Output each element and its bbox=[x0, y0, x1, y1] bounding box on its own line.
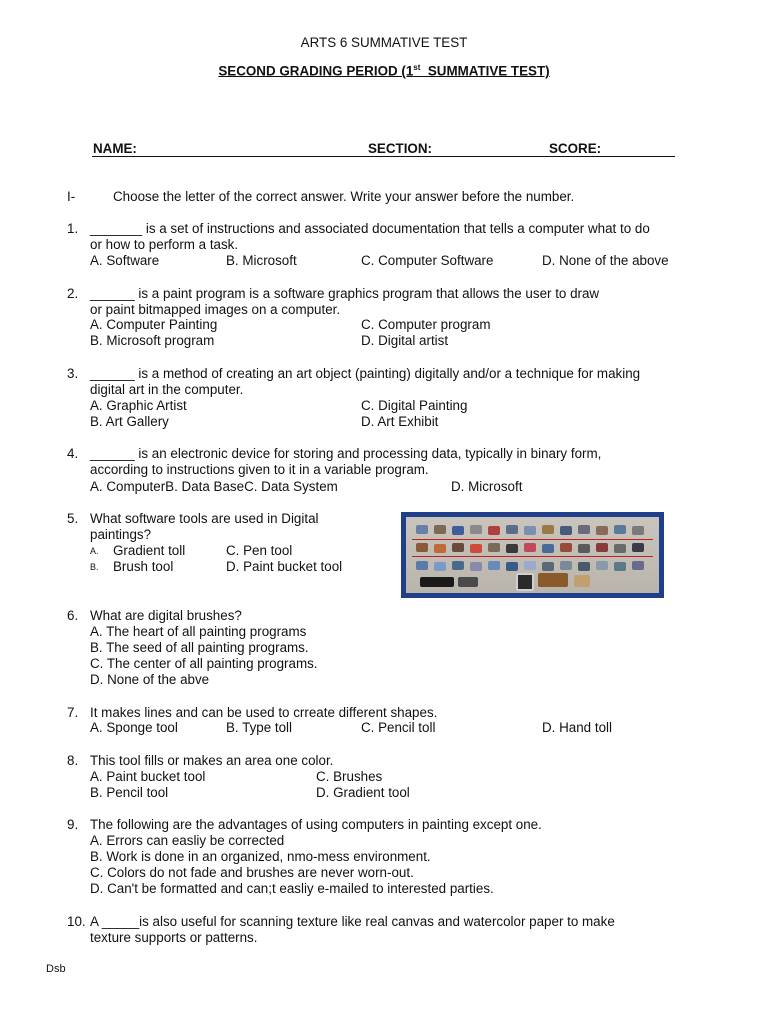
choice-d: D. Microsoft bbox=[451, 479, 523, 494]
tool-icon bbox=[560, 543, 572, 552]
score-field-label: SCORE: bbox=[549, 141, 602, 156]
choice-c: C. Colors do not fade and brushes are never worn-out. bbox=[90, 865, 414, 880]
tool-icon bbox=[452, 561, 464, 570]
tool-icon bbox=[470, 562, 482, 571]
tool-icon bbox=[578, 525, 590, 534]
tool-icon bbox=[452, 526, 464, 535]
swatch-block bbox=[458, 577, 478, 587]
tool-icon bbox=[614, 544, 626, 553]
tool-icon bbox=[506, 544, 518, 553]
page-footer: Dsb bbox=[46, 963, 66, 975]
tool-icon bbox=[506, 562, 518, 571]
choice-c: C. Computer Software bbox=[361, 253, 494, 268]
tool-icon bbox=[470, 525, 482, 534]
tool-icon bbox=[488, 543, 500, 552]
red-divider-line bbox=[412, 556, 653, 557]
question-text: or how to perform a task. bbox=[90, 237, 239, 252]
question-text: or paint bitmapped images on a computer. bbox=[90, 302, 341, 317]
swatch-block bbox=[574, 575, 590, 587]
tool-icon bbox=[632, 526, 644, 535]
question-number: 3. bbox=[67, 366, 79, 381]
question-text: What are digital brushes? bbox=[90, 608, 242, 623]
tool-icon bbox=[524, 526, 536, 535]
swatch-block bbox=[420, 577, 454, 587]
swatch-block bbox=[516, 573, 534, 591]
choice-a-letter: A. bbox=[90, 546, 99, 556]
question-text: digital art in the computer. bbox=[90, 382, 244, 397]
choice-b: B. Microsoft program bbox=[90, 333, 215, 348]
choice-c: C. Pencil toll bbox=[361, 720, 436, 735]
swatch-block bbox=[538, 573, 568, 587]
question-text: paintings? bbox=[90, 527, 152, 542]
choice-a: A. Errors can easliy be corrected bbox=[90, 833, 285, 848]
choice-d: D. Can't be formatted and can;t easliy e-mailed to interested parties. bbox=[90, 881, 494, 896]
choice-a: A. The heart of all painting programs bbox=[90, 624, 307, 639]
question-number: 10. bbox=[67, 914, 86, 929]
question-number: 6. bbox=[67, 608, 79, 623]
tool-icon bbox=[560, 526, 572, 535]
document-title: ARTS 6 SUMMATIVE TEST bbox=[300, 35, 468, 50]
tool-icon bbox=[506, 525, 518, 534]
choice-d: D. Paint bucket tool bbox=[226, 559, 343, 574]
tool-icon bbox=[596, 526, 608, 535]
tool-icon bbox=[524, 561, 536, 570]
painting-tools-photo bbox=[406, 517, 659, 593]
subtitle-end: SUMMATIVE TEST) bbox=[420, 63, 550, 79]
tool-icon bbox=[434, 525, 446, 534]
section-field-label: SECTION: bbox=[368, 141, 432, 156]
tool-icon bbox=[578, 562, 590, 571]
tool-icon bbox=[470, 544, 482, 553]
choice-a: A. Software bbox=[90, 253, 160, 268]
tool-icon bbox=[632, 543, 644, 552]
question-text: _______ is a set of instructions and associated documentation that tells a computer what to do bbox=[90, 221, 650, 236]
tool-icon bbox=[524, 543, 536, 552]
question-text: according to instructions given to it in a variable program. bbox=[90, 462, 429, 477]
question-text: ______ is a method of creating an art object (painting) digitally and/or a technique for making bbox=[90, 366, 641, 381]
question-text: texture supports or patterns. bbox=[90, 930, 258, 945]
tool-icon bbox=[542, 525, 554, 534]
tool-icon bbox=[542, 544, 554, 553]
question-number: 7. bbox=[67, 705, 79, 720]
tool-icon bbox=[632, 561, 644, 570]
choice-b: B. Type toll bbox=[226, 720, 292, 735]
choice-b: B. The seed of all painting programs. bbox=[90, 640, 309, 655]
choice-c: C. Computer program bbox=[361, 317, 491, 332]
choice-c: C. The center of all painting programs. bbox=[90, 656, 318, 671]
question-number: 4. bbox=[67, 446, 79, 461]
instruction-roman: I- bbox=[67, 189, 76, 204]
painting-tools-image bbox=[401, 512, 664, 598]
question-text: What software tools are used in Digital bbox=[90, 511, 319, 526]
choice-a: A. Graphic Artist bbox=[90, 398, 187, 413]
tool-icon bbox=[578, 544, 590, 553]
tool-icon bbox=[416, 525, 428, 534]
question-text: The following are the advantages of using computers in painting except one. bbox=[90, 817, 542, 832]
choice-c: C. Brushes bbox=[316, 769, 383, 784]
choice-b: B. Art Gallery bbox=[90, 414, 169, 429]
subtitle-superscript: st bbox=[413, 63, 421, 72]
tool-icon bbox=[614, 562, 626, 571]
choice-d: D. Gradient tool bbox=[316, 785, 410, 800]
tool-icon bbox=[416, 543, 428, 552]
question-number: 5. bbox=[67, 511, 79, 526]
choice-c: C. Digital Painting bbox=[361, 398, 468, 413]
choice-d: D. None of the abve bbox=[90, 672, 210, 687]
choice-d: D. Hand toll bbox=[542, 720, 612, 735]
choice-b: B. Pencil tool bbox=[90, 785, 169, 800]
choice-a: A. Computer Painting bbox=[90, 317, 218, 332]
choice-d: D. None of the above bbox=[542, 253, 669, 268]
tool-icon bbox=[452, 543, 464, 552]
tool-icon bbox=[434, 544, 446, 553]
question-text: A _____is also useful for scanning texture like real canvas and watercolor paper to make bbox=[90, 914, 615, 929]
choice-d: D. Art Exhibit bbox=[361, 414, 439, 429]
tool-icon bbox=[614, 525, 626, 534]
choice-a: A. Sponge tool bbox=[90, 720, 178, 735]
question-number: 2. bbox=[67, 286, 79, 301]
tool-icon bbox=[596, 561, 608, 570]
choice-b: Brush tool bbox=[113, 559, 174, 574]
document-subtitle bbox=[0, 60, 768, 79]
choice-c: C. Pen tool bbox=[226, 543, 293, 558]
choice-b: B. Work is done in an organized, nmo-mess environment. bbox=[90, 849, 431, 864]
question-text: ______ is a paint program is a software graphics program that allows the user to draw bbox=[90, 286, 600, 301]
tool-icon bbox=[434, 562, 446, 571]
question-text: ______ is an electronic device for storing and processing data, typically in binary form, bbox=[90, 446, 602, 461]
question-number: 1. bbox=[67, 221, 79, 236]
tool-icon bbox=[560, 561, 572, 570]
instruction-text: Choose the letter of the correct answer. Write your answer before the number. bbox=[113, 189, 575, 204]
tool-icon bbox=[596, 543, 608, 552]
tool-icon bbox=[488, 526, 500, 535]
choice-b-letter: B. bbox=[90, 562, 99, 572]
question-number: 8. bbox=[67, 753, 79, 768]
question-number: 9. bbox=[67, 817, 79, 832]
question-text: It makes lines and can be used to crreate different shapes. bbox=[90, 705, 438, 720]
choice-a: Gradient toll bbox=[113, 543, 186, 558]
choices-abc: A. ComputerB. Data BaseC. Data System bbox=[90, 479, 338, 494]
choice-a: A. Paint bucket tool bbox=[90, 769, 206, 784]
tool-icon bbox=[542, 562, 554, 571]
subtitle-main: SECOND GRADING PERIOD (1 bbox=[218, 63, 414, 79]
name-field-label: NAME: bbox=[93, 141, 137, 156]
choice-d: D. Digital artist bbox=[361, 333, 449, 348]
question-text: This tool fills or makes an area one color. bbox=[90, 753, 334, 768]
tool-icon bbox=[488, 561, 500, 570]
choice-b: B. Microsoft bbox=[226, 253, 297, 268]
red-divider-line bbox=[412, 539, 653, 540]
tool-icon bbox=[416, 561, 428, 570]
